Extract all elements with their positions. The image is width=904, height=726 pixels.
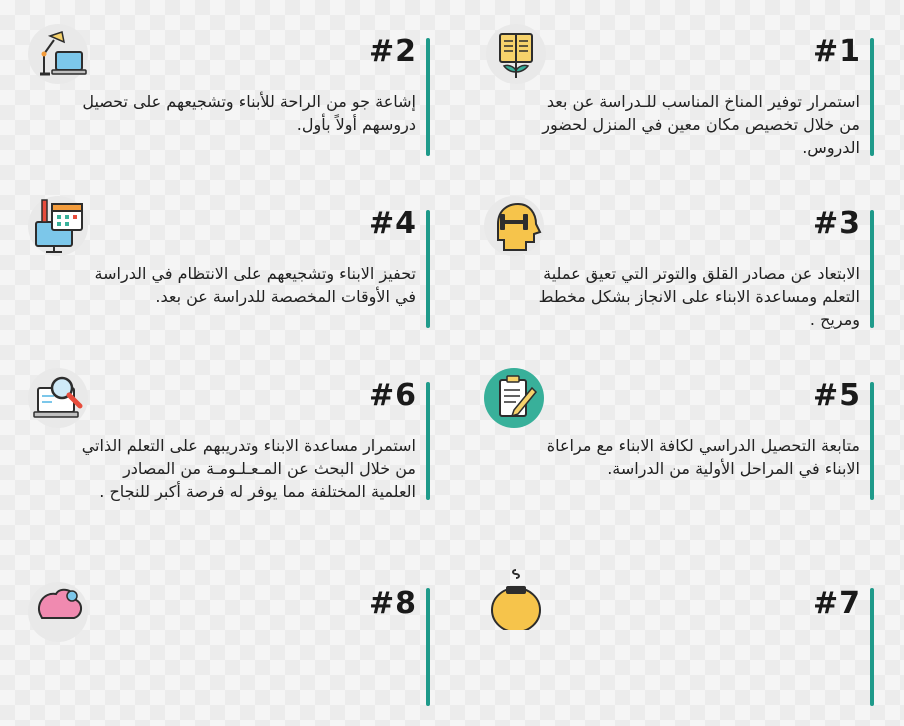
tip-text: استمرار توفير المناخ المناسب للـدراسة عن بعد من خلال تخصيص مكان معين في المنزل لحضور الدروس.: [542, 92, 860, 157]
book-plant-icon: [484, 22, 548, 86]
accent-bar: [426, 382, 430, 500]
accent-bar: [870, 588, 874, 706]
tip-number: #3: [812, 206, 861, 241]
tip-text: الابتعاد عن مصادر القلق والتوتر التي تعيق عملية التعلم ومساعدة الابناء على الانجاز بشكل مخطط ومريح .: [538, 264, 860, 329]
accent-bar: [870, 382, 874, 500]
tip-text: استمرار مساعدة الابناء وتدريبهم على التعلم الذاتي من خلال البحث عن المـعـلـومـة من المصادر العلمية المختلفة مما يوفر له فرصة أكبر للنجاح .: [81, 436, 416, 501]
accent-bar: [426, 210, 430, 328]
tip-number: #7: [812, 586, 861, 621]
tip-card-4: [0, 172, 430, 332]
tip-card-1: [444, 0, 874, 160]
accent-bar: [870, 38, 874, 156]
tip-number: #6: [368, 378, 417, 413]
tip-text: متابعة التحصيل الدراسي لكافة الابناء مع مراعاة الابناء في المراحل الأولية من الدراسة.: [546, 436, 860, 478]
desk-lamp-laptop-icon: [26, 22, 90, 86]
tip-number: #2: [368, 34, 417, 69]
accent-bar: [426, 588, 430, 706]
head-dumbbell-icon: [482, 194, 546, 258]
laptop-search-icon: [26, 366, 90, 430]
tip-card-5: [444, 344, 874, 504]
tip-number: #4: [368, 206, 417, 241]
tip-card-8: [0, 566, 430, 726]
tip-card-2: [0, 0, 430, 160]
tip-text: تحفيز الابناء وتشجيعهم على الانتظام في الدراسة في الأوقات المخصصة للدراسة عن بعد.: [94, 264, 416, 306]
clipboard-pencil-icon: [482, 366, 546, 430]
brain-icon: [26, 580, 90, 644]
tip-card-3: [444, 172, 874, 332]
tip-number: #8: [368, 586, 417, 621]
tip-number: #5: [812, 378, 861, 413]
tip-number: #1: [812, 34, 861, 69]
monitor-calendar-icon: [26, 194, 90, 258]
accent-bar: [426, 38, 430, 156]
tip-text: إشاعة جو من الراحة للأبناء وتشجيعهم على تحصيل دروسهم أولاً بأول.: [82, 92, 416, 134]
tip-card-6: [0, 344, 430, 504]
tip-card-7: [444, 566, 874, 726]
alarm-clock-icon: [484, 566, 548, 630]
accent-bar: [870, 210, 874, 328]
